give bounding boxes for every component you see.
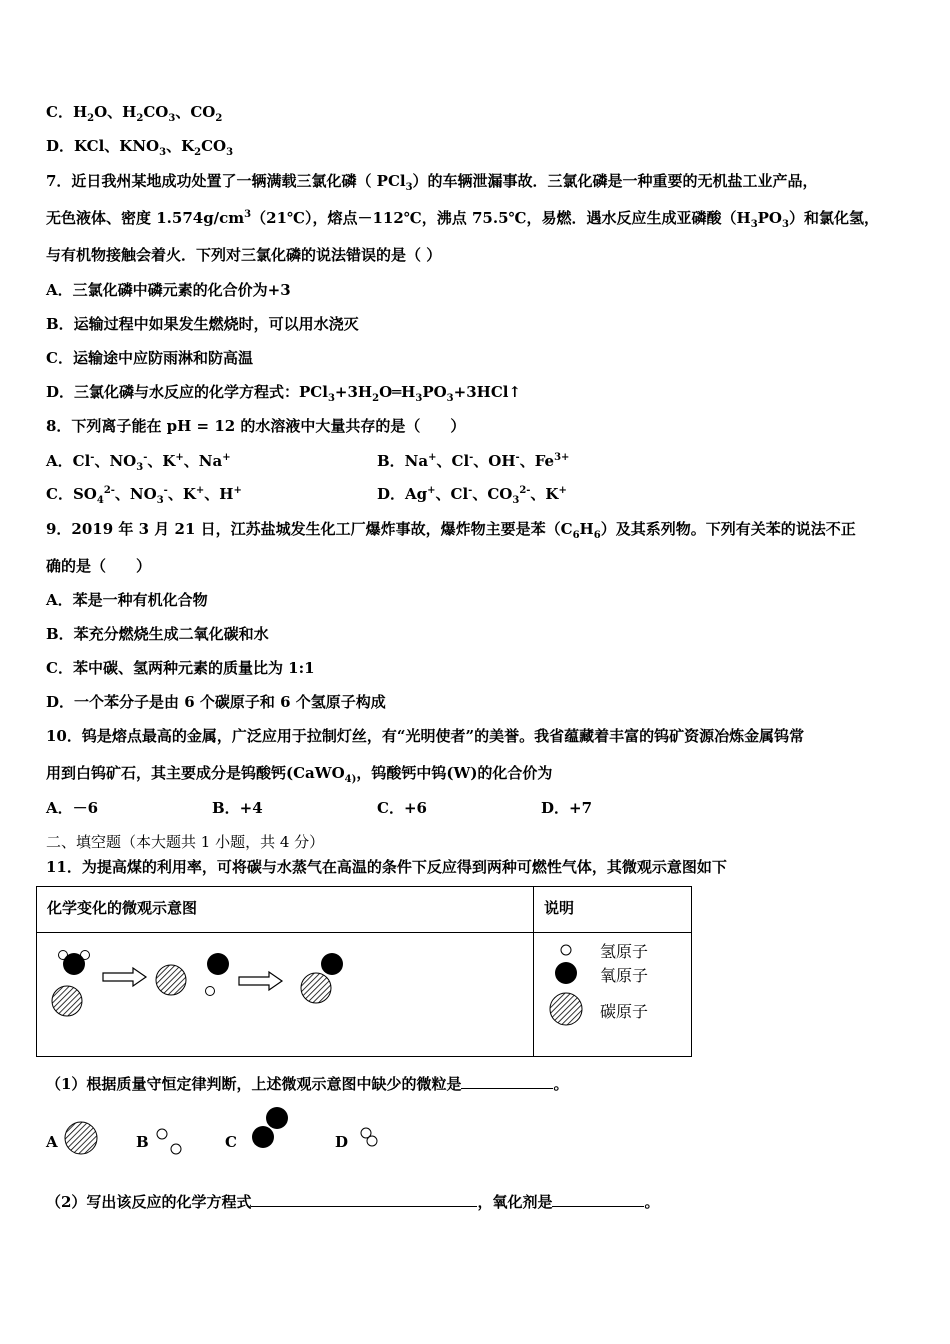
q8-option-c: C．$SO_4^{2-}$、$NO_3^-$、K+、H+ — [46, 485, 242, 506]
carbon-atom-reactant — [52, 986, 82, 1016]
q8-option-b: B．Na+、Cl-、OH-、$Fe^{3+}$ — [377, 452, 570, 470]
answer-blank-oxidant[interactable] — [552, 1192, 644, 1207]
choice-d-hydrogen-icon — [356, 1124, 384, 1152]
q10-stem-line2: 用到白钨矿石，其主要成分是钨酸钙(CaWO$_{4)}$，钨酸钙中钨(W)的化合价为 — [46, 764, 553, 785]
answer-blank-1[interactable] — [461, 1074, 553, 1089]
oxygen-legend-icon — [555, 962, 577, 984]
legend-carbon: 碳原子 — [600, 1002, 649, 1021]
q9-option-d: D．一个苯分子是由 6 个碳原子和 6 个氢原子构成 — [46, 693, 386, 711]
choice-a-label: A — [46, 1133, 58, 1151]
q7-stem-line2: 无色液体、密度 $1.574g/cm^3(21℃)$，熔点－112℃，沸点 75.5℃，易燃．遇水反应生成亚磷酸$(H_3PO_3)$和氯化氢， — [46, 209, 879, 230]
q11-stem: 11．为提高煤的利用率，可将碳与水蒸气在高温的条件下反应得到两种可燃性气体，其微观示意图如下 — [46, 858, 727, 876]
q7-option-b: B．运输过程中如果发生燃烧时，可以用水浇灭 — [46, 315, 359, 333]
table-header-diagram: 化学变化的微观示意图 — [37, 887, 534, 933]
choice-d-label: D — [335, 1133, 349, 1151]
diagram-cell — [37, 933, 534, 1057]
arrow-icon — [103, 968, 146, 986]
choice-c-label: C — [225, 1133, 237, 1151]
q7-option-d: D．三氯化磷与水反应的化学方程式：$PCl_3+3H_2O═H_3PO_3+3HCl↑$ — [46, 383, 522, 404]
legend-oxygen: 氧原子 — [600, 966, 649, 985]
hydrogen-atom-middle — [206, 987, 215, 996]
q9-stem-line1: 9．2019 年 3 月 21 日，江苏盐城发生化工厂爆炸事故，爆炸物主要是苯$(C_6H_6)$及其系列物。下列有关苯的说法不正 — [46, 520, 856, 541]
q10-stem-line1: 10．钨是熔点最高的金属，广泛应用于拉制灯丝，有“光明使者”的美誉。我省蕴藏着丰富的钨矿资源冶炼金属钨常 — [46, 727, 805, 745]
carbon-atom-middle — [156, 965, 186, 995]
q10-option-a: A．－6 — [46, 799, 99, 817]
legend-hydrogen: 氢原子 — [600, 942, 649, 961]
q10-option-b: B．+4 — [212, 799, 263, 817]
q7-option-a: A．三氯化磷中磷元素的化合价为+3 — [46, 281, 291, 299]
arrow-icon — [239, 972, 282, 990]
table-header-legend: 说明 — [534, 887, 692, 933]
q7-option-c: C．运输途中应防雨淋和防高温 — [46, 349, 253, 367]
q9-option-b: B．苯充分燃烧生成二氧化碳和水 — [46, 625, 269, 643]
q10-option-d: D．+7 — [541, 799, 593, 817]
choice-c-oxygen-icon — [246, 1104, 294, 1154]
q11-sub2: （2）写出该反应的化学方程式 ，氧化剂是 。 — [46, 1193, 660, 1211]
hydrogen-legend-icon — [561, 945, 571, 955]
choice-b-hydrogen-icon — [152, 1124, 184, 1158]
micro-diagram-table — [36, 886, 692, 1057]
q6-option-c: C．$H_2O$、$H_2CO_3$、$CO_2$ — [46, 103, 223, 124]
q11-sub1: （1）根据质量守恒定律判断，上述微观示意图中缺少的微粒是 。 — [46, 1075, 569, 1093]
q8-option-d: D．Ag+、Cl-、$CO_3^{2-}$、K+ — [377, 485, 567, 506]
q8-option-a: A．Cl-、$NO_3^-$、K+、Na+ — [46, 452, 231, 473]
q8-stem: 8．下列离子能在 pH = 12 的水溶液中大量共存的是（ ） — [46, 417, 466, 435]
q9-option-a: A．苯是一种有机化合物 — [46, 591, 208, 609]
q9-option-c: C．苯中碳、氢两种元素的质量比为 1:1 — [46, 659, 315, 677]
legend-icons — [534, 933, 594, 1055]
answer-blank-equation[interactable] — [251, 1192, 477, 1207]
water-molecule — [59, 951, 90, 976]
section-heading: 二、填空题（本大题共 1 小题，共 4 分） — [46, 833, 325, 851]
q6-option-d: D．KCl、$KNO_3$、$K_2CO_3$ — [46, 137, 234, 158]
carbon-legend-icon — [550, 993, 582, 1025]
q10-option-c: C．+6 — [377, 799, 427, 817]
choice-b-label: B — [136, 1133, 149, 1151]
oxygen-atom-middle — [207, 953, 229, 975]
legend-cell — [534, 933, 692, 1057]
q9-stem-line2: 确的是（ ） — [46, 557, 152, 575]
reaction-diagram — [37, 933, 523, 1055]
carbon-atom-product — [301, 973, 331, 1003]
q7-stem-line1: 7．近日我州某地成功处置了一辆满载三氯化磷（ PCl$_3$）的车辆泄漏事故．三氯化磷是一种重要的无机盐工业产品， — [46, 172, 818, 193]
q7-stem-line3: 与有机物接触会着火．下列对三氯化磷的说法错误的是（ ） — [46, 246, 442, 264]
oxygen-atom-product — [321, 953, 343, 975]
choice-a-carbon-icon — [62, 1119, 102, 1159]
